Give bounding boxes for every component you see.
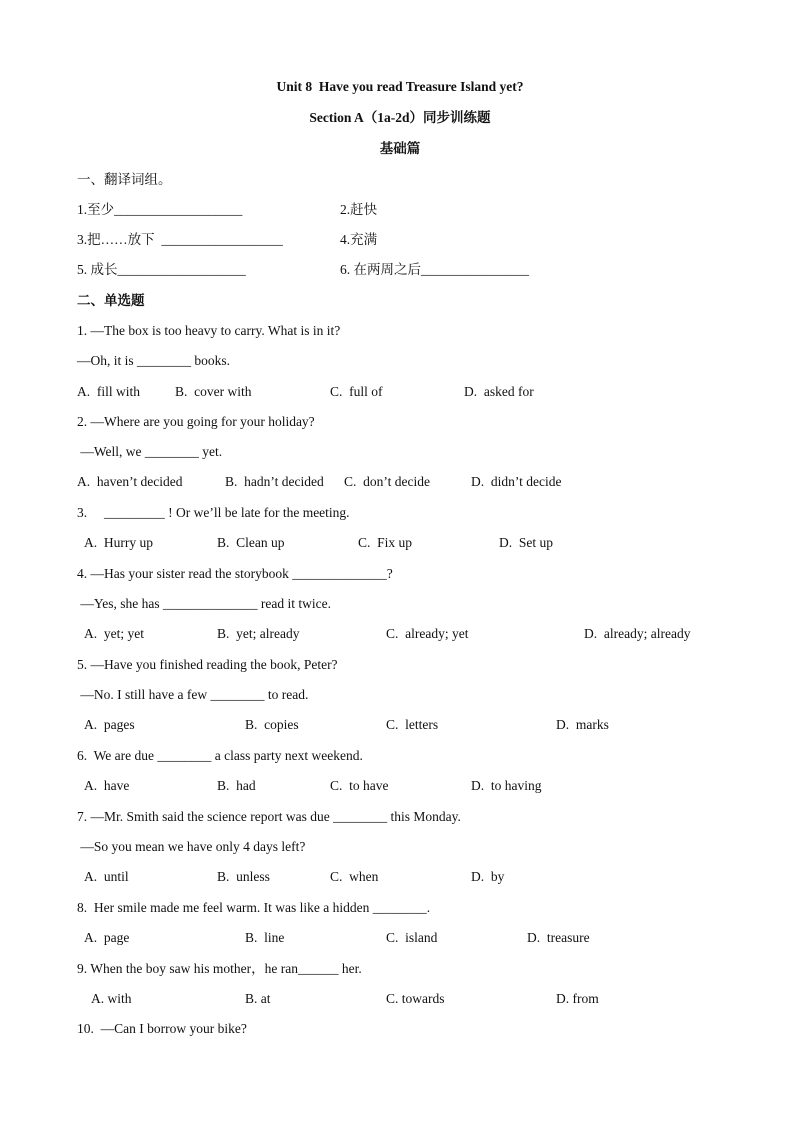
question-8-stem: 8. Her smile made me feel warm. It was like a hidden ________.: [77, 900, 431, 915]
section-subtitle: Section A（1a-2d）同步训练题: [309, 110, 491, 125]
q4-option-a: A. yet; yet: [84, 626, 144, 641]
question-4-line-2: —Yes, she has ______________ read it twice.: [77, 596, 331, 611]
q3-option-d: D. Set up: [499, 535, 553, 550]
q1-option-c: C. full of: [330, 384, 383, 399]
q7-option-c: C. when: [330, 869, 379, 884]
question-1-stem: 1. —The box is too heavy to carry. What is in it?: [77, 323, 341, 338]
question-5-line-2: —No. I still have a few ________ to read.: [77, 687, 309, 702]
q1-option-a: A. fill with: [77, 384, 140, 399]
q5-option-a: A. pages: [84, 717, 135, 732]
q6-option-a: A. have: [84, 778, 130, 793]
q6-option-d: D. to having: [471, 778, 542, 793]
q8-option-d: D. treasure: [527, 930, 590, 945]
q8-option-a: A. page: [84, 930, 130, 945]
question-7-stem: 7. —Mr. Smith said the science report was due ________ this Monday.: [77, 809, 461, 824]
q3-option-b: B. Clean up: [217, 535, 285, 550]
question-7-line-2: —So you mean we have only 4 days left?: [77, 839, 306, 854]
q7-option-d: D. by: [471, 869, 505, 884]
q1-option-d: D. asked for: [464, 384, 534, 399]
q9-option-d: D. from: [556, 991, 599, 1006]
question-9-stem: 9. When the boy saw his mother，he ran______ her.: [77, 961, 362, 976]
q9-option-c: C. towards: [386, 991, 445, 1006]
q6-option-c: C. to have: [330, 778, 389, 793]
q2-option-d: D. didn’t decide: [471, 474, 562, 489]
question-5-stem: 5. —Have you finished reading the book, Peter?: [77, 657, 338, 672]
translate-item-5: 5. 成长___________________: [77, 262, 246, 277]
q4-option-d: D. already; already: [584, 626, 691, 641]
translate-item-3: 3.把……放下 __________________: [77, 232, 283, 247]
question-3-stem: 3. _________ ! Or we’ll be late for the meeting.: [77, 505, 350, 520]
part2-heading: 二、单选题: [77, 293, 145, 308]
q1-option-b: B. cover with: [175, 384, 252, 399]
translate-item-6: 6. 在两周之后________________: [340, 262, 529, 277]
level-label: 基础篇: [379, 141, 421, 156]
translate-item-4: 4.充满: [340, 232, 378, 247]
question-4-stem: 4. —Has your sister read the storybook ______________?: [77, 566, 393, 581]
q6-option-b: B. had: [217, 778, 256, 793]
part1-heading: 一、翻译词组。: [77, 172, 172, 187]
translate-item-2: 2.赶快: [340, 202, 378, 217]
worksheet-title: Unit 8 Have you read Treasure Island yet?: [276, 79, 524, 94]
q2-option-b: B. hadn’t decided: [225, 474, 324, 489]
question-6-stem: 6. We are due ________ a class party next weekend.: [77, 748, 363, 763]
q5-option-b: B. copies: [245, 717, 299, 732]
q3-option-c: C. Fix up: [358, 535, 413, 550]
q4-option-b: B. yet; already: [217, 626, 300, 641]
translate-item-1: 1.至少___________________: [77, 202, 243, 217]
question-10-stem: 10. —Can I borrow your bike?: [77, 1021, 247, 1036]
question-1-line-2: —Oh, it is ________ books.: [77, 353, 231, 368]
q2-option-c: C. don’t decide: [344, 474, 430, 489]
q8-option-b: B. line: [245, 930, 285, 945]
q9-option-b: B. at: [245, 991, 271, 1006]
question-2-stem: 2. —Where are you going for your holiday?: [77, 414, 315, 429]
q8-option-c: C. island: [386, 930, 438, 945]
q7-option-b: B. unless: [217, 869, 270, 884]
question-2-line-2: —Well, we ________ yet.: [77, 444, 223, 459]
q9-option-a: A. with: [91, 991, 132, 1006]
q5-option-c: C. letters: [386, 717, 439, 732]
q5-option-d: D. marks: [556, 717, 609, 732]
q3-option-a: A. Hurry up: [84, 535, 153, 550]
q4-option-c: C. already; yet: [386, 626, 469, 641]
q7-option-a: A. until: [84, 869, 129, 884]
q2-option-a: A. haven’t decided: [77, 474, 183, 489]
